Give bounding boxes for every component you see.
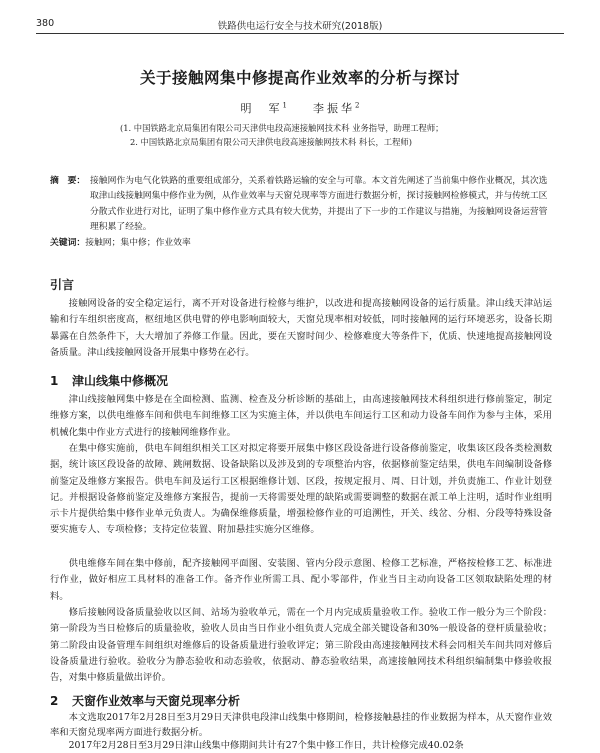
section-heading-intro: 引言 [50,278,75,292]
keywords [50,235,191,248]
affiliation-line: (1. 中国铁路北京局集团有限公司天津供电段高速接触网技术科 业务指导，助理工程师； [120,123,444,133]
abstract [50,174,552,236]
author-name: 李振华 [313,102,355,115]
author-line [0,100,600,116]
keywords-text: 接触网；集中修；作业效率 [85,238,191,248]
author-name: 明 军 [240,102,283,115]
paragraph: 2017年2月28日至3月29日津山线集中修期间共计有27个集中修工作日，共计检修完成40.02条 [68,740,464,751]
keywords-label: 关键词： [50,238,86,248]
header-rule [36,33,564,34]
running-header [0,12,600,34]
abstract-label: 摘 要： [50,176,86,186]
journal-title: 铁路供电运行安全与技术研究(2018版) [217,21,383,32]
section-heading-2: 2 天窗作业效率与天窗兑现率分析 [50,694,241,708]
affiliation-line: 2. 中国铁路北京局集团有限公司天津供电段高速接触网技术科 科长，工程师) [130,137,412,147]
page-number: 380 [36,18,55,29]
paragraph: 修后接触网设备质量验收以区间、站场为验收单元，需在一个月内完成质量验收工作。验收工作一般分为三个阶段：第一阶段为当日检修后的质量验收，验收人员由当日作业小组负责人完成全部关键设备和30%一般设备的登杆质量验收；第二阶段由设备管理车间组织对维修后的设备质量进行验收评定；第三阶段由高速接触网技术科会同相关车间共同对修后设备质量进行验收。验收分为静态验收和动态验收，依据动、静态验收结果，高速接触网技术科组织编制集中修验收报告，对集中修质量做出评价。 [50,607,552,684]
abstract-text: 接触网作为电气化铁路的重要组成部分，关系着铁路运输的安全与可靠。本文首先阐述了当前集中修作业概况，其次选取津山线接触网集中修作业为例，从作业效率与天窗兑现率等方面进行数据分析，探讨接触网检修模式，并与传统工区分散式作业进行对比，证明了集中修作业方式具有较大优势，并提出了下一步的工作建议与措施，为接触网设备运营管理积累了经验。 [90,176,548,233]
paragraph: 供电维修车间在集中修前，配齐接触网平面图、安装图、管内分段示意图、检修工艺标准，严格按检修工艺、标准进行作业，做好相应工具材料的准备工作。备齐作业所需工具、配小零部件，作业当日主动向设备工区领取缺陷处理的材料。 [50,558,552,602]
paragraph: 接触网设备的安全稳定运行，离不开对设备进行检修与维护，以改进和提高接触网设备的运行质量。津山线天津站运输和行车组织密度高，枢纽地区供电臂的停电影响面较大，天窗兑现率相对较低，同时接触网的运行环境恶劣，设备长期暴露在自然条件下，大大增加了养修工作量。因此，要在天窗时间少、检修难度大等条件下，优质、快速地提高接触网设备质量。津山线接触网设备开展集中修势在必行。 [50,298,552,358]
author-mark: 1 [282,101,287,110]
section-heading-1: 1 津山线集中修概况 [50,374,169,388]
paragraph: 在集中修实施前，供电车间组织相关工区对拟定将要开展集中修区段设备进行设备修前鉴定，收集该区段各类检测数据，统计该区段设备的故障、跳闸数据、设备缺陷以及涉及到的专项整治内容，依据修前鉴定结果，供电车间编制设备修前鉴定及维修方案报告。供电车间及运行工区根据维修计划、区段，按规定报月、周、日计划，并负责施工、作业计划登记。并根据设备修前鉴定及维修方案报告，提前一天将需要处理的缺陷或需要调整的数据在派工单上注明，适时作业组明示卡片提供给集中修作业单元负责人。为确保维修质量，增强检修作业的可追溯性，开关、线岔、分相、分段等特殊设备要实施专人、专项检修；支持定位装置、附加悬挂实施分区维修。 [50,443,552,536]
author-mark: 2 [355,101,360,110]
paragraph: 津山线接触网集中修是在全面检测、监测、检查及分析诊断的基础上，由高速接触网技术科组织进行修前鉴定，制定维修方案，以供电维修车间和供电车间维修工区为实施主体，并以供电车间运行工区和动力设备车间作为参与主体，采用机械化集中作业方式进行的接触网维修作业。 [50,394,552,438]
paper-title: 关于接触网集中修提高作业效率的分析与探讨 [139,69,460,87]
paragraph: 本文选取2017年2月28日至3月29日天津供电段津山线集中修期间，检修接触悬挂的作业数据为样本，从天窗作业效率和天窗兑现率两方面进行数据分析。 [50,712,552,738]
